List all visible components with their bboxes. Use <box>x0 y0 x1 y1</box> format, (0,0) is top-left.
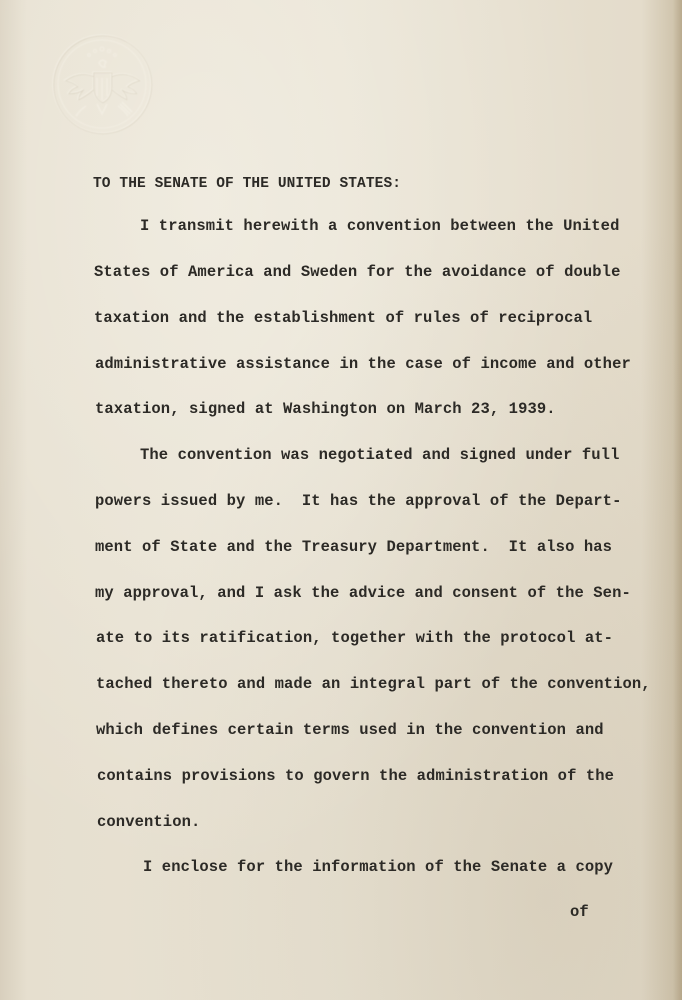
text-line: contains provisions to govern the administration of the <box>97 767 615 785</box>
text-line: which defines certain terms used in the convention and <box>96 721 604 739</box>
text-line: my approval, and I ask the advice and consent of the Sen- <box>95 584 631 602</box>
salutation: TO THE SENATE OF THE UNITED STATES: <box>93 176 402 192</box>
text-line: The convention was negotiated and signed under full <box>140 446 620 464</box>
text-line: taxation, signed at Washington on March 23, 1939. <box>95 400 556 418</box>
text-line: administrative assistance in the case of income and other <box>95 355 631 373</box>
text-line: ment of State and the Treasury Department. It also has <box>95 538 613 556</box>
catchword: of <box>570 903 589 921</box>
text-line: I enclose for the information of the Senate a copy <box>143 858 614 876</box>
text-line: I transmit herewith a convention between the United <box>140 217 620 235</box>
great-seal-emboss-icon <box>50 32 154 136</box>
text-line: powers issued by me. It has the approval of the Depart- <box>95 492 622 510</box>
page-edge-shadow <box>673 0 682 1000</box>
text-line: convention. <box>97 813 201 831</box>
text-line: States of America and Sweden for the avoidance of double <box>94 263 621 281</box>
text-line: tached thereto and made an integral part of the convention, <box>96 675 651 693</box>
text-line: taxation and the establishment of rules of reciprocal <box>94 309 593 327</box>
text-line: ate to its ratification, together with the protocol at- <box>96 629 614 647</box>
